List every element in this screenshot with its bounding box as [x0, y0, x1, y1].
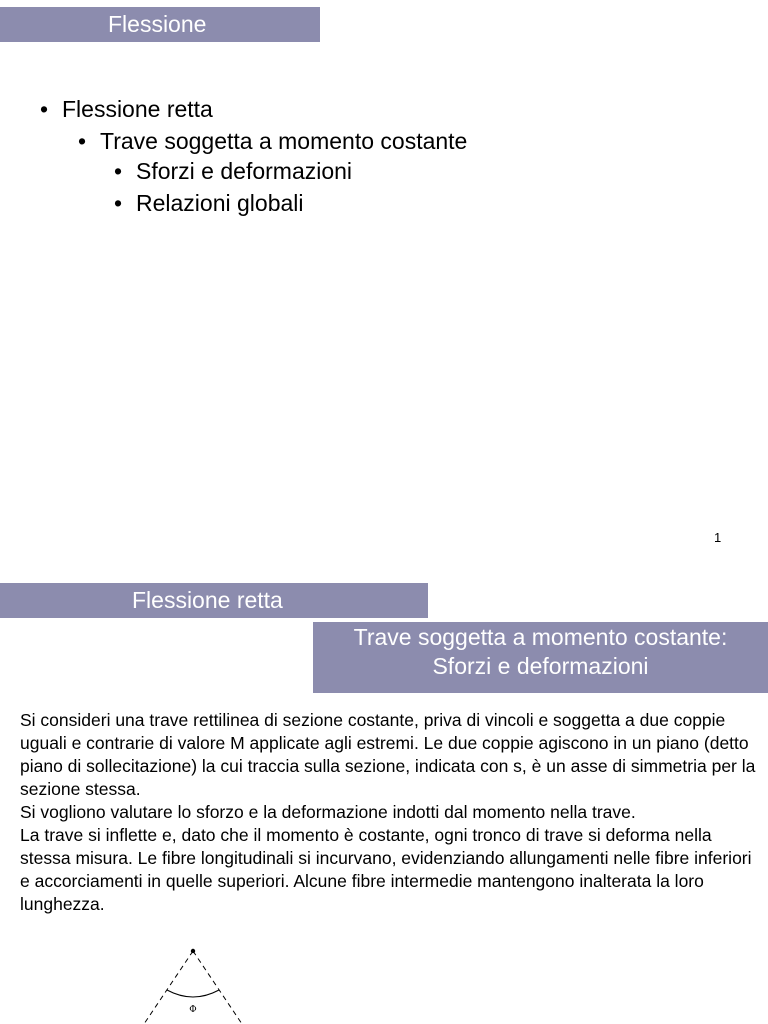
bullet-dot-icon: • [78, 128, 87, 154]
bullet-dot-icon: • [114, 158, 123, 184]
bullet-dot-icon: • [40, 96, 49, 122]
bullet-dot-icon: • [114, 190, 123, 216]
slide-title [0, 583, 428, 618]
page-number: 1 [714, 530, 722, 545]
slide-title [0, 7, 320, 42]
slide-subtitle [313, 622, 768, 693]
left-dashed-radius [144, 951, 193, 1024]
paragraph: La trave si inflette e, dato che il momento è costante, ogni tronco di trave si deforma nella stessa misura. Le fibre longitudinali si incurvano, evidenziando allungamenti nelle fibre inferiori e accorciamenti in quelle superiori. Alcune fibre intermedie mantengono inalterata la loro lunghezza. [20, 825, 752, 914]
bullet-level-2: • Trave soggetta a momento costante [78, 128, 468, 154]
bullet-level-3: • Sforzi e deformazioni [114, 158, 353, 184]
slide-title-text: Flessione [108, 11, 207, 37]
bullet-level-1: • Flessione retta [40, 96, 213, 122]
bullet-level-3: • Relazioni globali [114, 190, 304, 216]
subtitle-line: Trave soggetta a momento costante: [353, 624, 728, 650]
angle-label: Φ [189, 1005, 197, 1015]
slide-title-text: Flessione retta [132, 587, 283, 613]
angle-arc [167, 990, 219, 997]
body-text [20, 709, 760, 916]
subtitle-line: Sforzi e deformazioni [432, 652, 649, 679]
right-dashed-radius [193, 951, 242, 1024]
paragraph: Si consideri una trave rettilinea di sezione costante, priva di vincoli e soggetta a due coppie uguali e contrarie di valore M applicate agli estremi. Le due coppie agiscono in un piano (detto piano di sollecitazione) la cui traccia sulla sezione, indicata con s, è un asse di simmetria per la sezione stessa. [20, 710, 756, 799]
bending-diagram [130, 940, 270, 1024]
paragraph: Si vogliono valutare lo sforzo e la deformazione indotti dal momento nella trave. [20, 802, 636, 822]
